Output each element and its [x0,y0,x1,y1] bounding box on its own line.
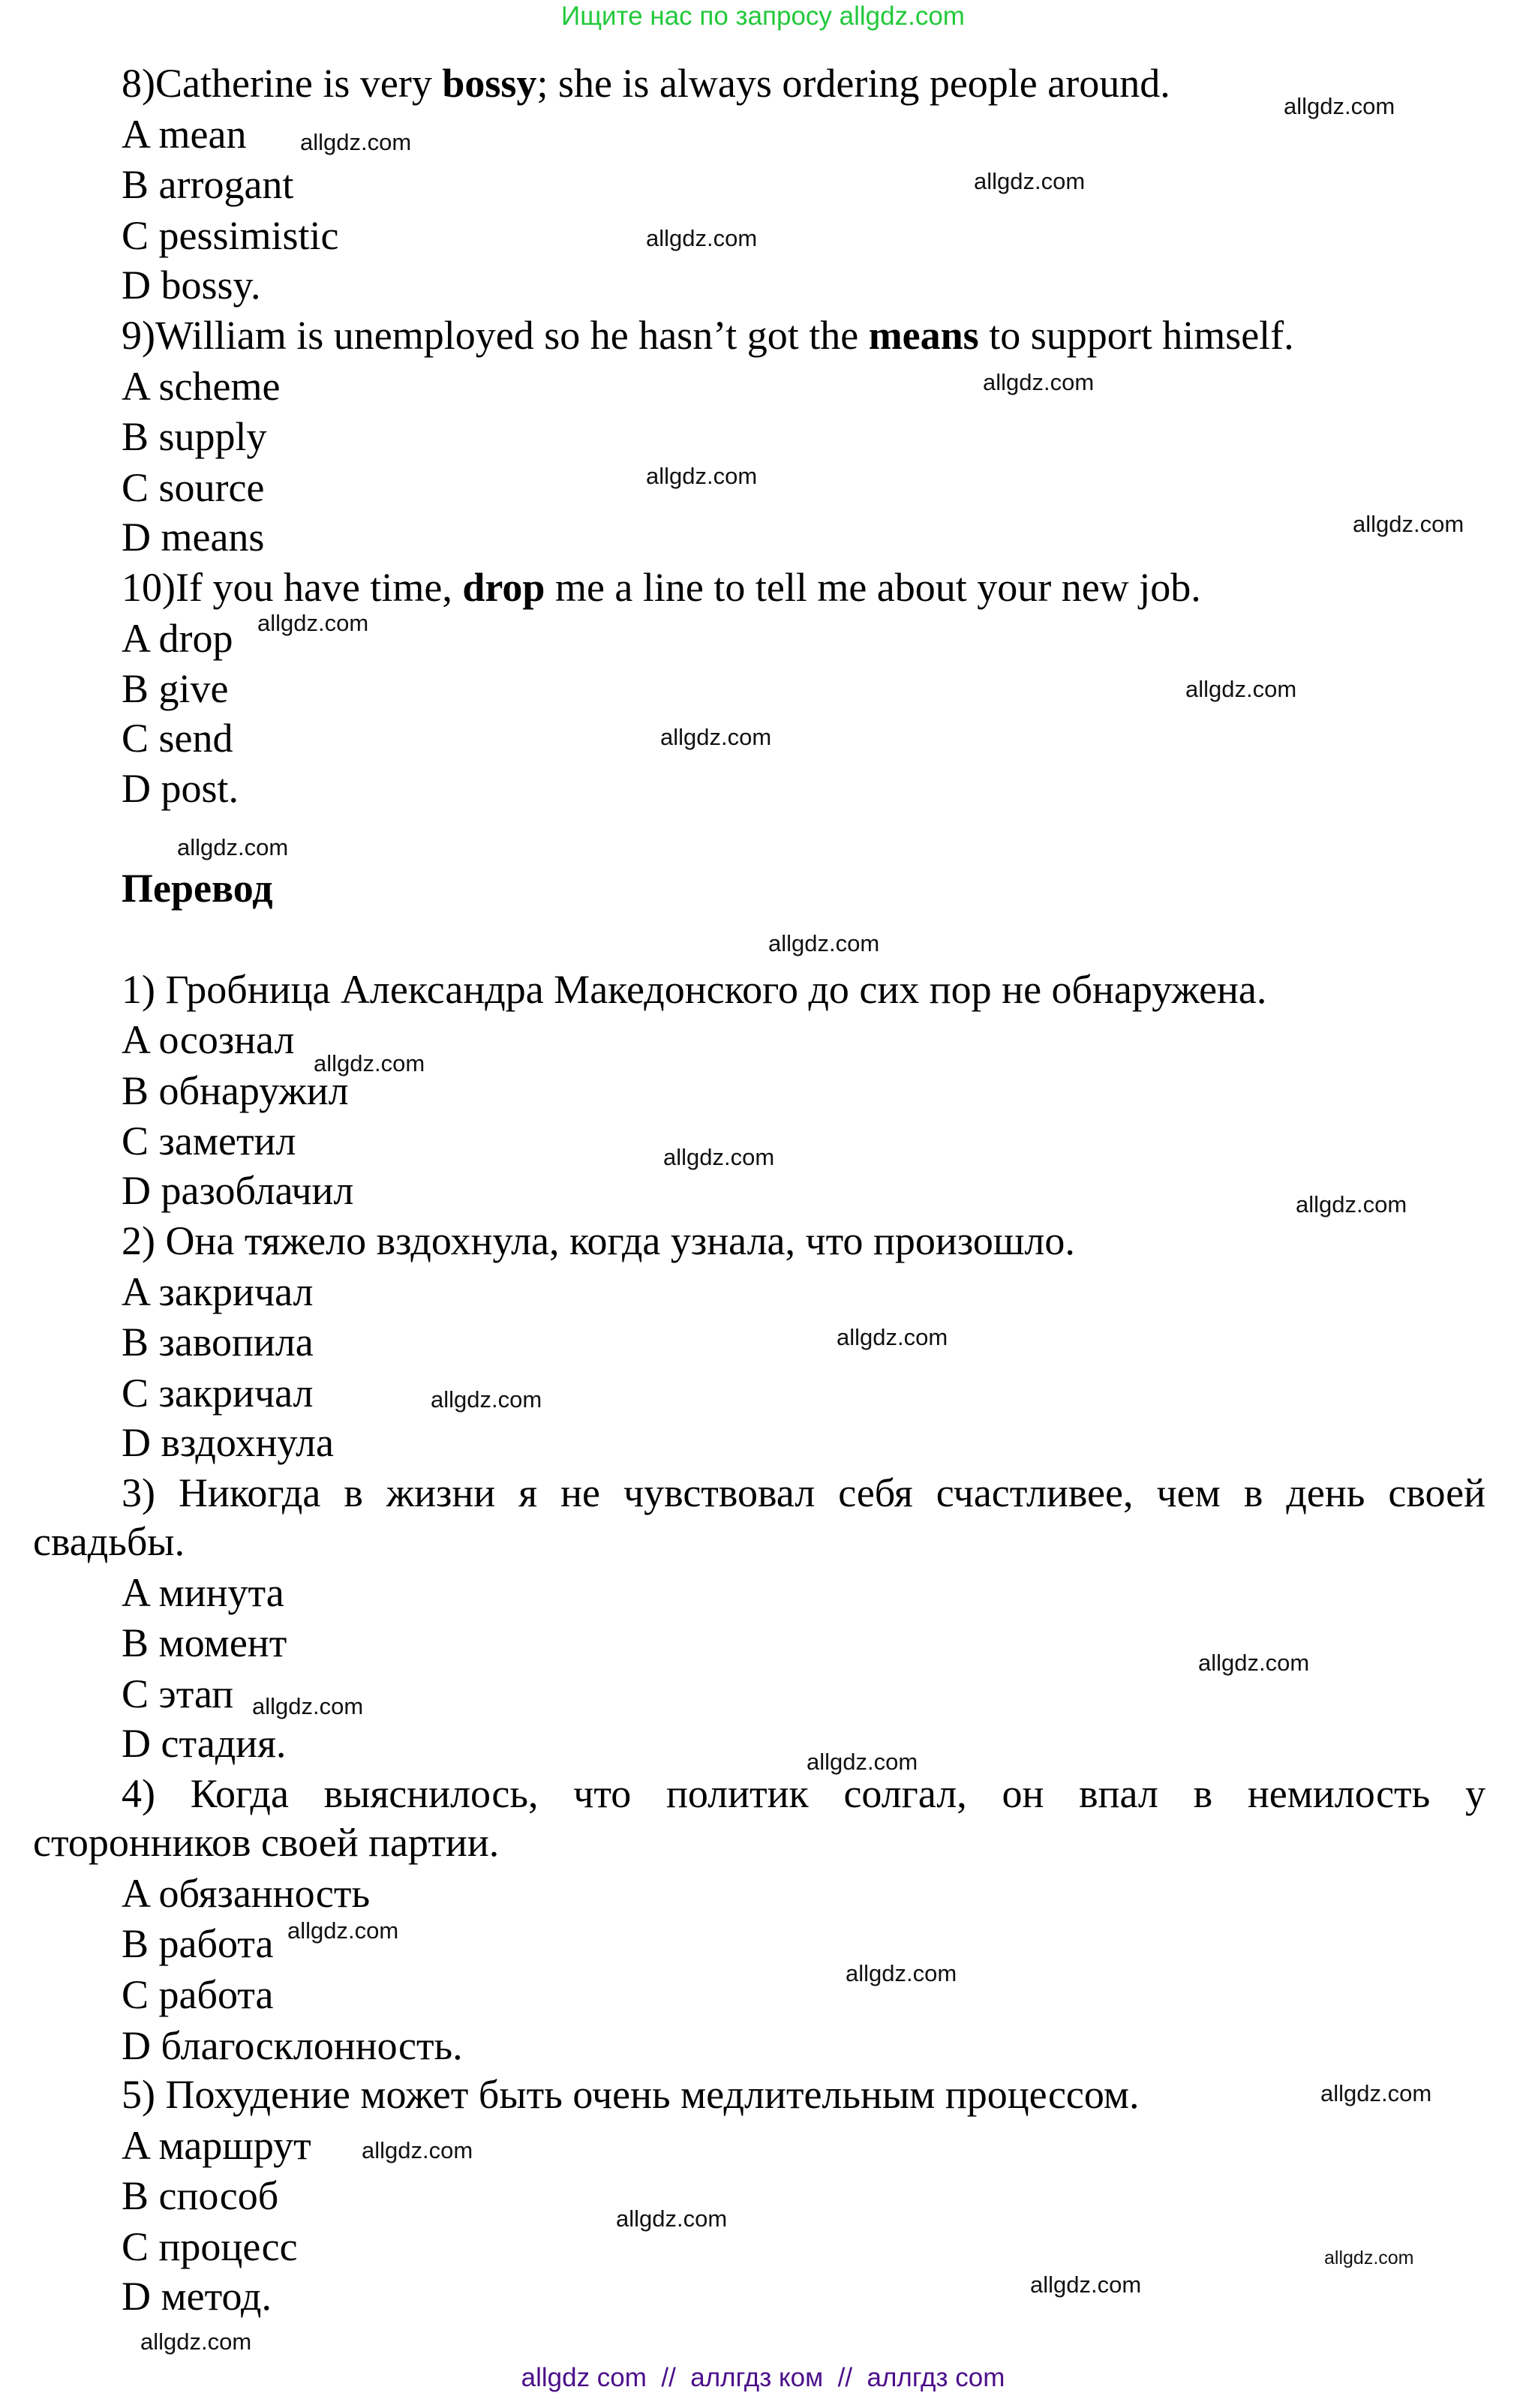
option-c: C закричал [122,1371,314,1416]
watermark: allgdz.com [1030,2271,1142,2298]
option-b: B give [122,666,229,711]
watermark: allgdz.com [646,225,758,251]
translation-item-4-line-2: сторонников своей партии. [33,1820,500,1865]
watermark: allgdz.com [431,1386,542,1413]
option-a: A закричал [122,1269,314,1314]
option-d: D благосклонность. [122,2023,463,2068]
option-d: D разоблачил [122,1168,354,1213]
question-keyword: means [868,313,979,358]
option-a: A обязанность [122,1871,371,1916]
option-a: A drop [122,616,233,661]
watermark: allgdz.com [314,1050,425,1076]
question-text: ; she is always ordering people around. [536,61,1170,106]
option-b: B supply [122,414,267,459]
watermark: allgdz.com [1284,93,1395,119]
option-d: D bossy. [122,263,261,308]
option-c: C этап [122,1671,234,1716]
watermark: allgdz.com [983,369,1095,395]
translation-item-2: 2) Она тяжело вздохнула, когда узнала, что произошло. [122,1218,1075,1263]
option-c: C pessimistic [122,213,339,258]
option-b: B обнаружил [122,1068,349,1113]
option-c: C процесс [122,2224,298,2269]
watermark: allgdz.com [177,834,289,860]
option-b: B способ [122,2173,279,2218]
translation-item-1: 1) Гробница Александра Македонского до сих пор не обнаружена. [122,967,1267,1012]
watermark: allgdz.com [616,2205,728,2232]
watermark: allgdz.com [1296,1191,1407,1218]
question-text: to support himself. [978,313,1294,358]
question-keyword: bossy [442,61,537,106]
watermark: allgdz.com [837,1324,948,1350]
option-c: C работа [122,1972,274,2017]
footer-banner[interactable]: allgdz com // аллгдз ком // аллгдз com [521,2363,1005,2392]
watermark: allgdz.com [646,463,758,489]
option-d: D стадия. [122,1721,287,1766]
question-text: William is unemployed so he hasn’t got the [155,313,869,358]
watermark: allgdz.com [252,1693,364,1719]
question-text: me a line to tell me about your new job. [545,565,1201,610]
watermark: allgdz.com [140,2328,252,2355]
option-d: D means [122,515,265,560]
translation-heading: Перевод [122,866,273,911]
question-keyword: drop [462,565,545,610]
option-a: A минута [122,1570,284,1615]
option-d: D метод. [122,2274,272,2319]
watermark: allgdz.com [257,610,369,636]
question-text: Catherine is very [155,61,443,106]
watermark: allgdz.com [1198,1650,1310,1676]
watermark: allgdz.com [807,1749,918,1775]
watermark: allgdz.com [974,168,1086,194]
watermark: allgdz.com [300,129,412,155]
question-10 [122,563,1201,612]
watermark: allgdz.com [287,1917,399,1944]
option-a: A осознал [122,1017,295,1062]
watermark: allgdz.com [663,1144,775,1170]
watermark: allgdz.com [846,1960,957,1986]
watermark: allgdz.com [1185,676,1297,702]
option-c: C source [122,465,265,510]
search-banner[interactable]: Ищите нас по запросу allgdz.com [561,2,965,31]
watermark: allgdz.com [1324,2247,1414,2268]
question-number: 9) [122,313,155,358]
question-number: 10) [122,565,176,610]
option-c: C send [122,716,233,761]
translation-item-3-line-1: 3) Никогда в жизни я не чувствовал себя счастливее, чем в день своей [122,1470,1485,1515]
option-b: B момент [122,1620,287,1665]
option-b: B arrogant [122,162,294,207]
watermark: allgdz.com [362,2137,473,2163]
option-d: D post. [122,766,239,811]
translation-item-3-line-2: свадьбы. [33,1519,185,1564]
question-9 [122,311,1294,360]
translation-item-4-line-1: 4) Когда выяснилось, что политик солгал, он впал в немилость у [122,1771,1485,1816]
watermark: allgdz.com [1320,2080,1432,2106]
option-c: C заметил [122,1118,296,1163]
watermark: allgdz.com [1353,511,1464,537]
translation-item-5: 5) Похудение может быть очень медлительным процессом. [122,2072,1140,2117]
option-b: B завопила [122,1320,314,1365]
option-b: B работа [122,1921,274,1966]
option-a: A scheme [122,364,281,409]
question-text: If you have time, [175,565,463,610]
watermark: allgdz.com [660,724,772,750]
option-d: D вздохнула [122,1420,334,1465]
question-number: 8) [122,61,155,106]
option-a: A mean [122,112,247,157]
question-8 [122,59,1170,108]
option-a: A маршрут [122,2123,311,2168]
watermark: allgdz.com [768,930,880,956]
